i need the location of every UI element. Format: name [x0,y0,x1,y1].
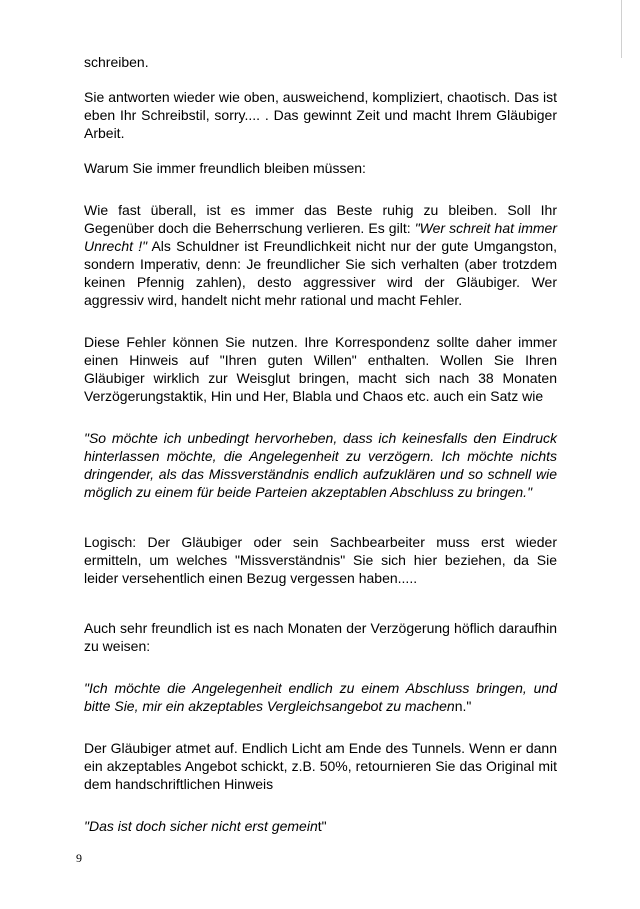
page-edge-rule [621,0,622,58]
paragraph-polite-reminder: Auch sehr freundlich ist es nach Monaten der Verzögerung höflich daraufhin zu weisen: [84,620,557,654]
text-run: Wie fast überall, ist es immer das Beste ruhig zu bleiben. Soll Ihr Gegenüber doch die Beherrschung verlieren. Es gilt: [84,202,557,236]
quote-block-delay: "So möchte ich unbedingt hervorheben, dass ich keinesfalls den Eindruck hinterlassen möchte, die Angelegenheit zu verzögern. Ich möchte nichts dringender, als das Missverständnis endlich aufzuklären und so schnell wie möglich zu einem für beide Parteien akzeptablen Abschluss zu bringen." [84,430,557,500]
text-run: Als Schuldner ist Freundlichkeit nicht nur der gute Umgangston, sondern Imperativ, denn: Je freundlicher Sie sich verhalten (aber trotzdem keinen Pfennig zahlen), desto aggressiver wird der Gläubiger. Wer aggressiv wird, handelt nicht mehr rational und macht Fehler. [84,238,557,308]
paragraph-writing-style: Sie antworten wieder wie oben, ausweichend, kompliziert, chaotisch. Das ist eben Ihr Schreibstil, sorry.... . Das gewinnt Zeit und macht Ihrem Gläubiger Arbeit. [84,89,557,141]
quote-inline: "Das ist doch sicher nicht erst gemein [84,818,318,834]
text-run: t" [317,818,327,834]
paragraph-use-mistakes: Diese Fehler können Sie nutzen. Ihre Korrespondenz sollte daher immer einen Hinweis auf "Ihren guten Willen" enthalten. Wollen Sie Ihren Gläubiger wirklich zur Weisglut bringen, macht sich nach 38 Monaten Verzögerungstaktik, Hin und Her, Blabla und Chaos etc. auch ein Satz wie [84,334,557,404]
body-text [84,53,557,835]
quote-block-handwritten [84,817,557,835]
quote-inline: "Ich möchte die Angelegenheit endlich zu einem Abschluss bringen, und bitte Sie, mir ein akzeptables Vergleichsangebot zu machen [84,680,557,714]
page-number: 9 [76,851,82,865]
section-heading-friendly: Warum Sie immer freundlich bleiben müssen: [84,160,366,176]
paragraph-continuation: schreiben. [84,54,149,70]
text-run: n." [454,698,472,714]
paragraph-logic: Logisch: Der Gläubiger oder sein Sachbearbeiter muss erst wieder ermitteln, um welches "Missverständnis" Sie sich hier beziehen, da Sie leider versehentlich einen Bezug vergessen haben..... [84,534,557,586]
quote-inline: "Wer schreit hat immer Unrecht !" [84,220,557,254]
paragraph-creditor-relief: Der Gläubiger atmet auf. Endlich Licht am Ende des Tunnels. Wenn er dann ein akzeptables Angebot schickt, z.B. 50%, retournieren Sie das Original mit dem handschriftlichen Hinweis [84,740,557,792]
quote-block-settlement [84,679,557,715]
paragraph-stay-calm [84,201,557,309]
